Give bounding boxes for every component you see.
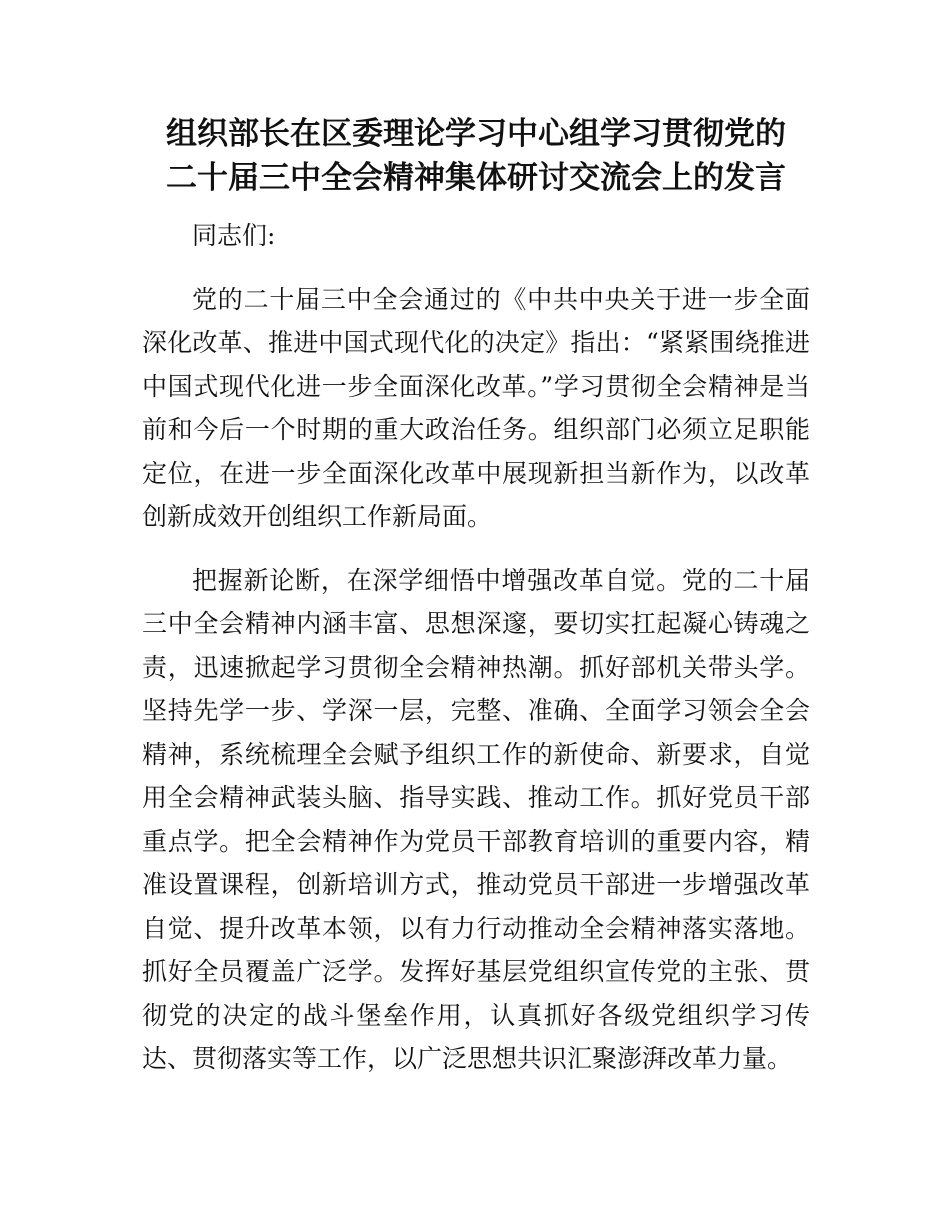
paragraph-section-1: 把握新论断，在深学细悟中增强改革自觉。党的二十届三中全会精神内涵丰富、思想深邃，要切实扛起凝心铸魂之责，迅速掀起学习贯彻全会精神热潮。抓好部机关带头学。坚持先学一步、学深一层，完整、准确、全面学习领会全会精神，系统梳理全会赋予组织工作的新使命、新要求，自觉用全会精神武装头脑、指导实践、推动工作。抓好党员干部重点学。把全会精神作为党员干部教育培训的重要内容，精准设置课程，创新培训方式，推动党员干部进一步增强改革自觉、提升改革本领，以有力行动推动全会精神落实落地。抓好全员覆盖广泛学。发挥好基层党组织宣传党的主张、贯彻党的决定的战斗堡垒作用，认真抓好各级党组织学习传达、贯彻落实等工作，以广泛思想共识汇聚澎湃改革力量。 bbox=[142, 565, 810, 1073]
paragraph-gap bbox=[142, 539, 810, 559]
paragraph-intro: 党的二十届三中全会通过的《中共中央关于进一步全面深化改革、推进中国式现代化的决定》指出：“紧紧围绕推进中国式现代化进一步全面深化改革。”学习贯彻全会精神是当前和今后一个时期的重大政治任务。组织部门必须立足职能定位，在进一步全面深化改革中展现新担当新作为，以改革创新成效开创组织工作新局面。 bbox=[142, 284, 810, 531]
paragraph-gap bbox=[142, 258, 810, 278]
document-body bbox=[142, 214, 810, 1081]
document-title bbox=[140, 112, 812, 200]
salutation: 同志们: bbox=[192, 221, 276, 250]
title-line-1: 组织部长在区委理论学习中心组学习贯彻党的 bbox=[166, 116, 786, 152]
title-line-2: 二十届三中全会精神集体研讨交流会上的发言 bbox=[166, 160, 786, 196]
